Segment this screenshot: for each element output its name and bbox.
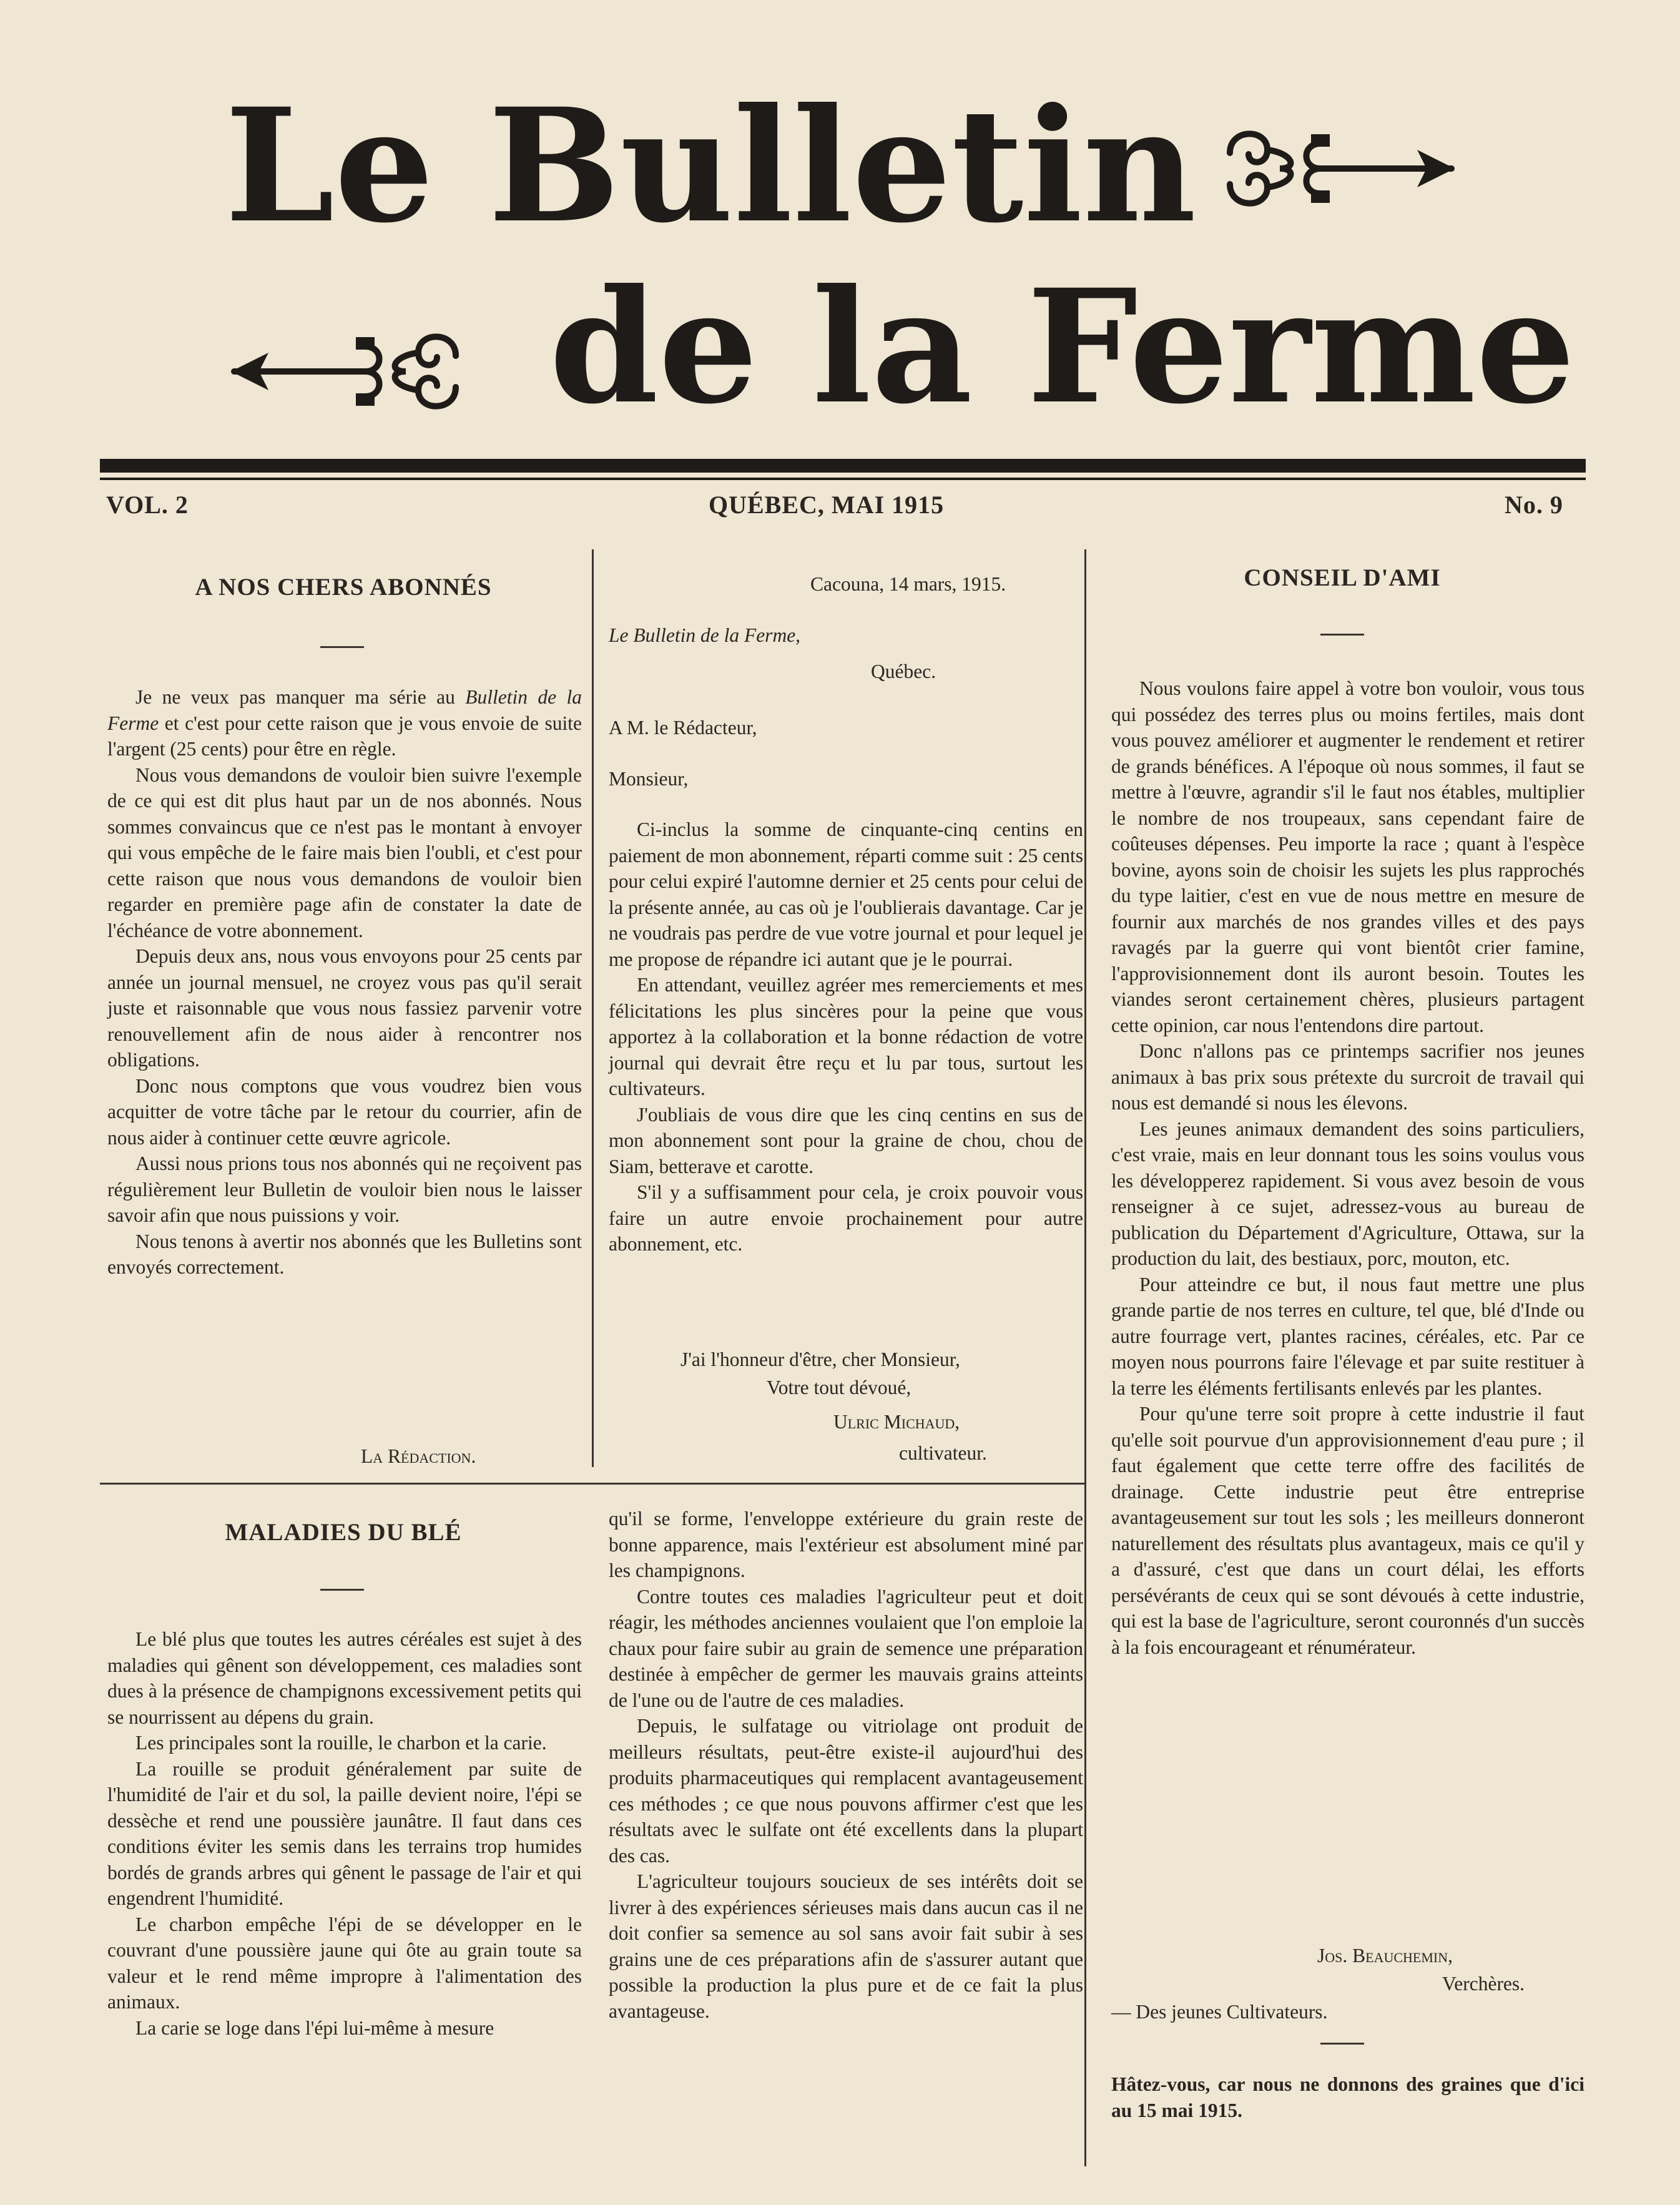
article1-body <box>107 684 582 1280</box>
article4-dash <box>320 1589 364 1591</box>
letter-paragraph: Ci-inclus la somme de cinquante-cinq centins en paiement de mon abonnement, réparti comme suit : 25 cents pour celui expiré l'automne dernier et 25 cents pour celui de la présente année, au cas où je l'oublierais davantage. Car je ne voudrais pas perdre de vue votre journal et pour lequel je me propose de répandre ici autant que je le pourrai. <box>609 818 1083 970</box>
article4-headline: MALADIES DU BLÉ <box>225 1519 462 1546</box>
column-rule-left <box>592 549 594 1467</box>
article4-paragraph: Le charbon empêche l'épi de se développer en le couvrant d'une poussière jaune qui ôte au grain toute sa valeur et le rend même impropre à l'alimentation des animaux. <box>107 1913 582 2013</box>
article1-headline: A NOS CHERS ABONNÉS <box>195 574 492 601</box>
ornament-left-icon <box>225 318 474 425</box>
letter-city: Québec. <box>871 661 936 682</box>
letter-place-date: Cacouna, 14 mars, 1915. <box>810 573 1006 595</box>
article3-place: Verchères. <box>1442 1973 1525 1995</box>
letter-addressee: Le Bulletin de la Ferme, <box>609 624 801 646</box>
article4-body-col2 <box>609 1506 1083 2024</box>
section-divider <box>100 1483 1084 1485</box>
article4-paragraph: Le blé plus que toutes les autres céréales est sujet à des maladies qui gênent son développement, ces maladies sont dues à la présence de champignons excessivement petits qui se nourrissent au dépens du grain. <box>107 1628 582 1728</box>
issue-number: No. 9 <box>1505 491 1563 519</box>
letter-closing2: Votre tout dévoué, <box>767 1377 911 1398</box>
letter-closing1: J'ai l'honneur d'être, cher Monsieur, <box>680 1348 960 1370</box>
column-rule-right <box>1084 549 1086 2166</box>
article3-paragraph: Nous voulons faire appel à votre bon vouloir, vous tous qui possédez des terres plus ou moins fertiles, mais dont vous pouvez améliorer et augmenter le rendement et retirer de grands bénéfices. A l'époque où nous sommes, il faut se mettre à l'œuvre, agrandir s'il le faut nos étables, multiplier le nombre de nos troupeaux, sans cependant faire de coûteuses dépenses. Peu importe la race ; quant à l'espèce bovine, ayons soin de choisir les sujets les plus rapprochés du type laitier, c'est en vue de nous mettre en mesure de fournir aux marchés de nos grandes villes et des pays ravagés par la guerre qui vont bientôt crier famine, l'approvisionnement dont ils auront besoin. Toutes les viandes seront certainement chères, plusieurs partagent cette opinion, car nous l'entendons dire partout. <box>1111 677 1584 1036</box>
article4-paragraph: Depuis, le sulfatage ou vitriolage ont produit de meilleurs résultats, peut-être existe-il aujourd'hui des produits pharmaceutiques qui remplacent avantageusement ces méthodes ; ce que nous pouvons affirmer c'est que les résultats avec le sulfate ont été excellents dans la plupart des cas. <box>609 1715 1083 1867</box>
article1-paragraph: Donc nous comptons que vous voudrez bien vous acquitter de votre tâche par le retour du courrier, afin de nous aider à continuer cette œuvre agricole. <box>107 1074 582 1149</box>
article4-paragraph: La rouille se produit généralement par suite de l'humidité de l'air et du sol, la paille devient noire, l'épi se dessèche et rend une poussière jaunâtre. Il faut dans ces conditions éviter les semis dans les terrains trop humides bordés de grands arbres qui gênent le passage de l'air et qui engendrent l'humidité. <box>107 1757 582 1909</box>
dateline: QUÉBEC, MAI 1915 <box>709 491 945 519</box>
article3-headline: CONSEIL D'AMI <box>1244 564 1441 591</box>
letter-to: A M. le Rédacteur, <box>609 717 757 739</box>
letter-role: cultivateur. <box>899 1442 987 1464</box>
article4-paragraph: qu'il se forme, l'enveloppe extérieure du grain reste de bonne apparence, mais l'extérieur est absolument miné par les champignons. <box>609 1508 1083 1581</box>
volume-label: VOL. 2 <box>106 491 189 519</box>
article3-signature: Jos. Beauchemin, <box>1317 1945 1453 1967</box>
letter-paragraph: S'il y a suffisamment pour cela, je croix pouvoir vous faire un autre envoie prochainement pour autre abonnement, etc. <box>609 1181 1083 1255</box>
article1-paragraph: Je ne veux pas manquer ma série au Bulletin de la Ferme et c'est pour cette raison que je vous envoie de suite l'argent (25 cents) pour être en règle. <box>107 686 582 760</box>
article1-paragraph: Nous tenons à avertir nos abonnés que les Bulletins sont envoyés correctement. <box>107 1230 582 1278</box>
article4-paragraph: La carie se loge dans l'épi lui-même à mesure <box>135 2016 494 2039</box>
seed-deadline-notice: Hâtez-vous, car nous ne donnons des graines que d'ici au 15 mai 1915. <box>1111 2073 1584 2121</box>
letter-signature: Ulric Michaud, <box>833 1411 960 1433</box>
article1-paragraph: Nous vous demandons de vouloir bien suivre l'exemple de ce qui est dit plus haut par un de nos abonnés. Nous sommes convaincus que ce n'est pas le montant à envoyer qui vous empêche de le faire mais bien l'oubli, et c'est pour cette raison que nous vous demandons de vouloir bien regarder en première page afin de constater la date de l'échéance de votre abonnement. <box>107 764 582 941</box>
article4-paragraph: Les principales sont la rouille, le charbon et la carie. <box>135 1732 547 1754</box>
article3-body <box>1111 675 1584 1660</box>
article1-signature: La Rédaction. <box>361 1445 476 1467</box>
article1-paragraph: Aussi nous prions tous nos abonnés qui ne reçoivent pas régulièrement leur Bulletin de vouloir bien nous le laisser savoir afin que nous puissions y voir. <box>107 1152 582 1226</box>
letter-paragraph: En attendant, veuillez agréer mes remerciements et mes félicitations les plus sincères pour la peine que vous apportez à la collaboration et la bonne rédaction de votre journal qui devrait être reçu et lu par tous, surtout les cultivateurs. <box>609 974 1083 1099</box>
article3-end-dash <box>1320 2043 1364 2045</box>
article3-paragraph: Donc n'allons pas ce printemps sacrifier nos jeunes animaux à bas prix sous prétexte du surcroit de travail qui nous est demandé si nous les élevons. <box>1111 1040 1584 1114</box>
masthead-thin-rule <box>100 478 1586 480</box>
article3-paragraph: Pour atteindre ce but, il nous faut mettre une plus grande partie de nos terres en culture, tel que, blé d'Inde ou autre fourrage vert, plantes racines, céréales, etc. Par ce moyen nous pourrons faire l'élevage et par suite restituer à la terre les éléments fertilisants enlevés par les plantes. <box>1111 1273 1584 1399</box>
masthead-thick-rule <box>100 459 1586 473</box>
article4-paragraph: L'agriculteur toujours soucieux de ses intérêts doit se livrer à des expériences sérieuses mais dans aucun cas il ne doit confier sa semence au sol sans avoir fait subir à ses grains une de ces préparations afin de s'assurer autant que possible la production la plus pure et de ce fait la plus avantageuse. <box>609 1870 1083 2022</box>
article1-dash <box>320 646 364 648</box>
letter-paragraph: J'oubliais de vous dire que les cinq centins en sus de mon abonnement sont pour la graine de chou, chou de Siam, betterave et carotte. <box>609 1103 1083 1177</box>
article4-body-col1 <box>107 1626 582 2041</box>
article3-paragraph: Les jeunes animaux demandent des soins particuliers, c'est vraie, mais en leur donnant tous les soins voulus vous les développerez rapidement. Si vous avez besoin de vous renseigner à ce sujet, adressez-vous au bureau de publication du Département d'Agriculture, Ottawa, sur la production du lait, des bestiaux, porc, mouton, etc. <box>1111 1117 1584 1269</box>
masthead-title-line1: Le Bulletin <box>225 74 1197 257</box>
article3-dash <box>1320 634 1364 636</box>
masthead-title-line2: de la Ferme <box>549 255 1576 438</box>
letter-body <box>609 817 1083 1257</box>
ornament-right-icon <box>1211 115 1461 222</box>
article3-paragraph: Pour qu'une terre soit propre à cette industrie il faut qu'elle soit pourvue d'un approvisionnement d'eau pure ; il faut également que cette terre offre des facilités de drainage. Cette industrie peut être entreprise avantageusement sur tout les sols ; les meilleurs donneront naturellement des résultats plus avantageux, mais ce qu'il y a d'assuré, c'est que dans un court délai, les efforts persévérants de ceux qui se sont dévoués à cette industrie, qui est la base de l'agriculture, seront couronnés d'un succès à la fois encourageant et rénumérateur. <box>1111 1403 1584 1658</box>
article3-source: — Des jeunes Cultivateurs. <box>1111 2001 1328 2023</box>
article1-paragraph: Depuis deux ans, nous vous envoyons pour 25 cents par année un journal mensuel, ne croyez vous pas qu'il serait juste et raisonnable que vous nous fassiez parvenir votre renouvellement afin de nous aider à rencontrer nos obligations. <box>107 945 582 1071</box>
article4-paragraph: Contre toutes ces maladies l'agriculteur peut et doit réagir, les méthodes anciennes voulaient que l'on emploie la chaux pour faire subir au grain de semence une préparation destinée à empêcher de germer les mauvais grains atteints de l'une ou de l'autre de ces maladies. <box>609 1585 1083 1711</box>
letter-salutation: Monsieur, <box>609 768 689 790</box>
